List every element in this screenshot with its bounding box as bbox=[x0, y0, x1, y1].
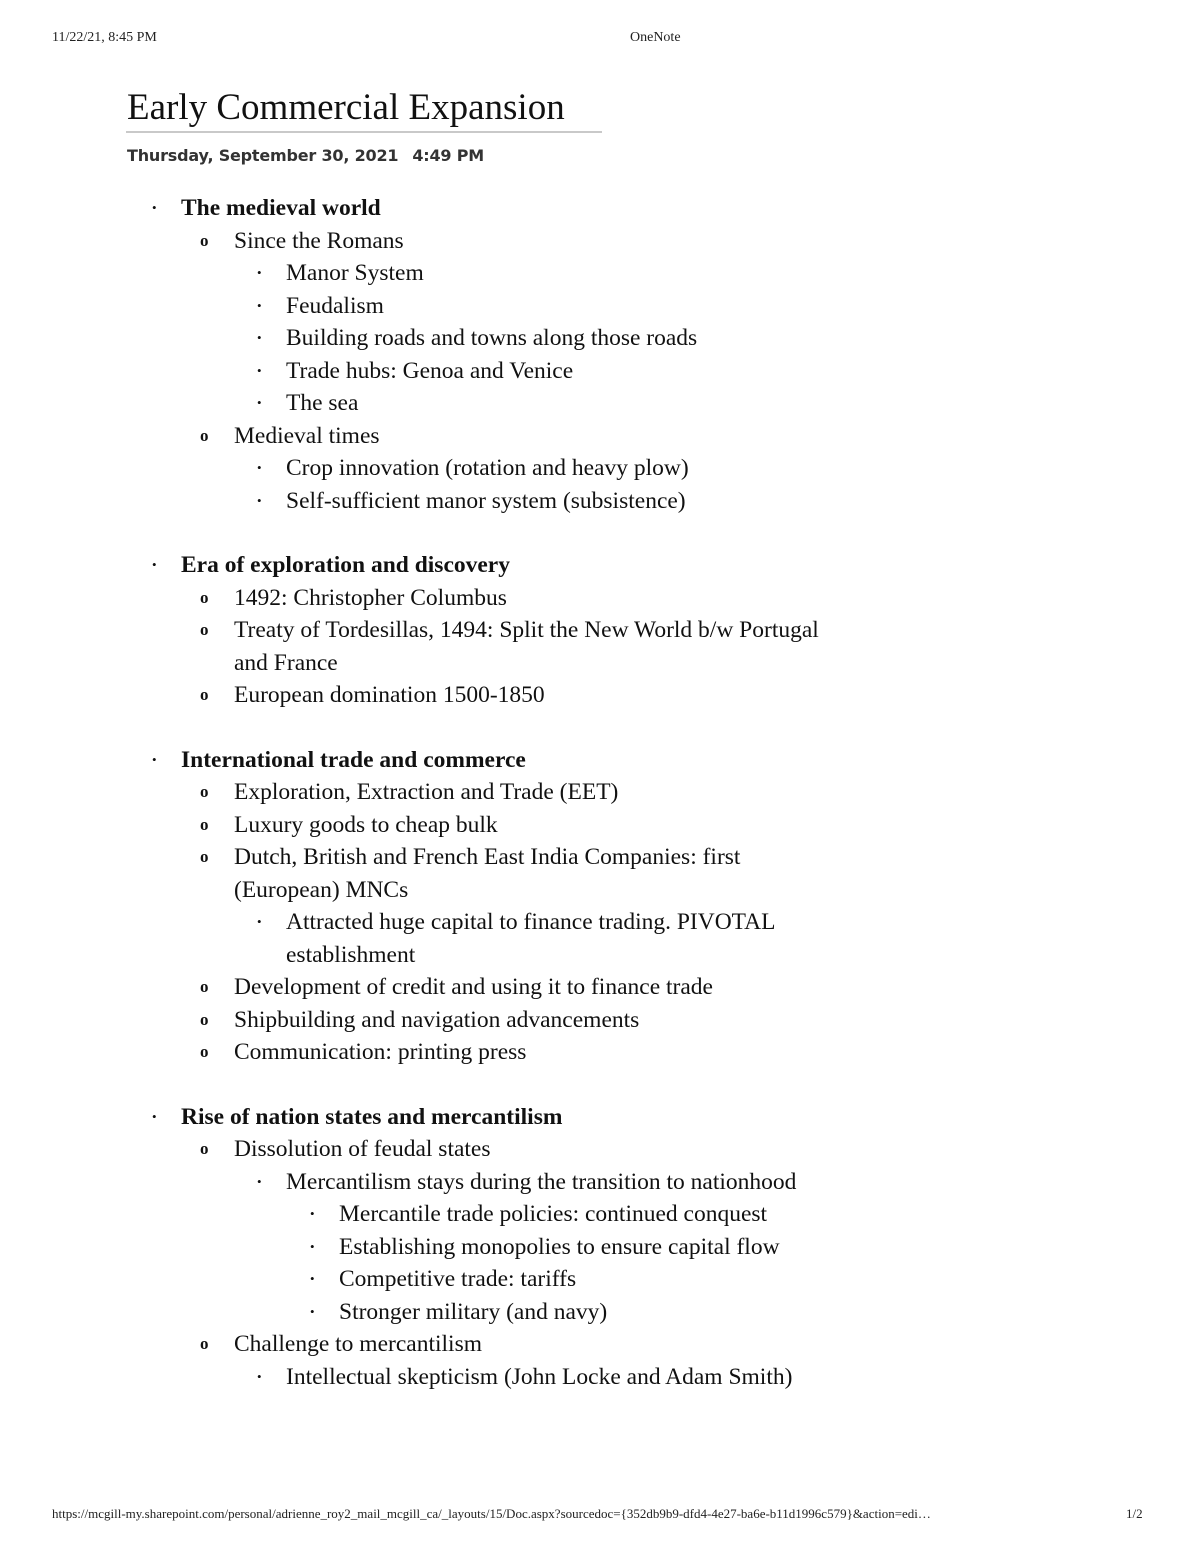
list-item bbox=[0, 420, 834, 453]
app-name: OneNote bbox=[630, 30, 681, 45]
page-url: https://mcgill-my.sharepoint.com/personal/adrienne_roy2_mail_mcgill_ca/_layouts/15/Doc.aspx?sourcedoc={352db9b9-dfd4-4e27-ba6e-b11d1996c579}&action=edi… bbox=[52, 1506, 931, 1521]
page-number: 1/2 bbox=[1126, 1506, 1143, 1521]
hollow-bullet-icon: o bbox=[200, 587, 209, 607]
list-item-text: Rise of nation states and mercantilism bbox=[181, 1103, 563, 1130]
list-item-text: Intellectual skepticism (John Locke and Adam Smith) bbox=[286, 1363, 793, 1390]
list-item-text: European domination 1500-1850 bbox=[234, 682, 545, 708]
bullet-icon: • bbox=[152, 557, 157, 572]
list-item bbox=[0, 614, 834, 679]
list-item bbox=[0, 679, 834, 712]
outline-section bbox=[0, 192, 1200, 517]
section-heading bbox=[0, 1101, 1200, 1134]
section-heading bbox=[0, 192, 1200, 225]
list-item bbox=[0, 1036, 834, 1069]
list-item bbox=[0, 776, 834, 809]
outline-section bbox=[0, 1101, 1200, 1394]
print-date: 11/22/21, 8:45 PM bbox=[52, 30, 157, 45]
hollow-bullet-icon: o bbox=[200, 847, 209, 866]
hollow-bullet-icon: o bbox=[200, 1009, 209, 1029]
list-item bbox=[0, 452, 866, 485]
list-item bbox=[0, 809, 834, 842]
list-item-text: Self-sufficient manor system (subsistence) bbox=[286, 487, 686, 514]
page-meta bbox=[127, 146, 484, 165]
list-item bbox=[0, 355, 866, 388]
hollow-bullet-icon: o bbox=[200, 685, 209, 704]
list-item bbox=[0, 1328, 834, 1361]
list-item bbox=[0, 841, 834, 906]
list-item-text: International trade and commerce bbox=[181, 746, 526, 773]
hollow-bullet-icon: o bbox=[200, 782, 209, 801]
list-item-text: Luxury goods to cheap bulk bbox=[234, 811, 498, 838]
hollow-bullet-icon: o bbox=[200, 1042, 209, 1061]
list-item-text: Stronger military (and navy) bbox=[339, 1298, 608, 1325]
page-date: Thursday, September 30, 2021 bbox=[127, 146, 399, 165]
list-item-text: The sea bbox=[286, 390, 359, 416]
list-item-text: Medieval times bbox=[234, 422, 380, 449]
hollow-bullet-icon: o bbox=[200, 425, 209, 445]
title-underline bbox=[126, 131, 602, 133]
list-item bbox=[0, 582, 834, 615]
list-item-text: Since the Romans bbox=[234, 227, 404, 254]
list-item-text: Dissolution of feudal states bbox=[234, 1136, 491, 1162]
list-item bbox=[0, 1296, 899, 1329]
list-item-text: Establishing monopolies to ensure capital flow bbox=[339, 1233, 780, 1260]
list-item-text: Dutch, British and French East India Companies: first (European) MNCs bbox=[234, 844, 741, 903]
list-item bbox=[0, 1361, 866, 1394]
list-item-text: Era of exploration and discovery bbox=[181, 552, 510, 578]
bullet-icon: • bbox=[257, 1368, 262, 1384]
list-item-text: Mercantile trade policies: continued conquest bbox=[339, 1201, 768, 1227]
bullet-icon: • bbox=[257, 265, 262, 280]
list-item bbox=[0, 1166, 866, 1199]
list-item-text: Development of credit and using it to finance trade bbox=[234, 974, 713, 1000]
hollow-bullet-icon: o bbox=[200, 1139, 209, 1158]
list-item bbox=[0, 485, 866, 518]
list-item bbox=[0, 290, 866, 323]
list-item bbox=[0, 322, 866, 355]
list-item bbox=[0, 906, 866, 971]
list-item-text: Challenge to mercantilism bbox=[234, 1331, 482, 1357]
section-heading bbox=[0, 549, 1200, 582]
bullet-icon: • bbox=[152, 1108, 157, 1124]
list-item-text: Mercantilism stays during the transition to nationhood bbox=[286, 1168, 797, 1195]
list-item-text: Manor System bbox=[286, 260, 424, 286]
list-item-text: Building roads and towns along those roads bbox=[286, 325, 698, 351]
list-item bbox=[0, 1263, 899, 1296]
page-title: Early Commercial Expansion bbox=[127, 87, 565, 128]
bullet-icon: • bbox=[257, 395, 262, 410]
outline-section bbox=[0, 744, 1200, 1069]
hollow-bullet-icon: o bbox=[200, 977, 209, 996]
bullet-icon: • bbox=[310, 1206, 315, 1221]
bullet-icon: • bbox=[257, 492, 262, 508]
list-item-text: Shipbuilding and navigation advancements bbox=[234, 1006, 640, 1033]
list-item-text: The medieval world bbox=[181, 195, 381, 221]
bullet-icon: • bbox=[257, 460, 262, 475]
bullet-icon: • bbox=[310, 1238, 315, 1254]
hollow-bullet-icon: o bbox=[200, 620, 209, 639]
bullet-icon: • bbox=[257, 1173, 262, 1189]
hollow-bullet-icon: o bbox=[200, 814, 209, 834]
list-item bbox=[0, 1004, 834, 1037]
bullet-icon: • bbox=[257, 297, 262, 313]
list-item-text: Communication: printing press bbox=[234, 1039, 527, 1065]
list-item-text: Trade hubs: Genoa and Venice bbox=[286, 357, 574, 384]
hollow-bullet-icon: o bbox=[200, 1334, 209, 1353]
list-item-text: 1492: Christopher Columbus bbox=[234, 584, 507, 611]
list-item bbox=[0, 387, 866, 420]
list-item bbox=[0, 1231, 899, 1264]
page-time: 4:49 PM bbox=[412, 146, 484, 165]
list-item-text: Treaty of Tordesillas, 1494: Split the New World b/w Portugal and France bbox=[234, 617, 819, 676]
bullet-icon: • bbox=[310, 1303, 315, 1319]
bullet-icon: • bbox=[257, 330, 262, 345]
hollow-bullet-icon: o bbox=[200, 230, 209, 250]
list-item-text: Crop innovation (rotation and heavy plow) bbox=[286, 455, 689, 481]
list-item bbox=[0, 1198, 899, 1231]
list-item-text: Exploration, Extraction and Trade (EET) bbox=[234, 779, 619, 805]
list-item-text: Competitive trade: tariffs bbox=[339, 1266, 577, 1292]
section-heading bbox=[0, 744, 1200, 777]
list-item-text: Attracted huge capital to finance trading. PIVOTAL establishment bbox=[286, 909, 775, 968]
list-item bbox=[0, 257, 866, 290]
list-item bbox=[0, 971, 834, 1004]
bullet-icon: • bbox=[310, 1271, 315, 1286]
list-item bbox=[0, 225, 834, 258]
list-item-text: Feudalism bbox=[286, 292, 384, 319]
outline-section bbox=[0, 549, 1200, 712]
bullet-icon: • bbox=[257, 362, 262, 378]
bullet-icon: • bbox=[257, 914, 262, 929]
list-item bbox=[0, 1133, 834, 1166]
bullet-icon: • bbox=[152, 751, 157, 767]
bullet-icon: • bbox=[152, 200, 157, 215]
note-outline bbox=[0, 192, 1200, 1425]
